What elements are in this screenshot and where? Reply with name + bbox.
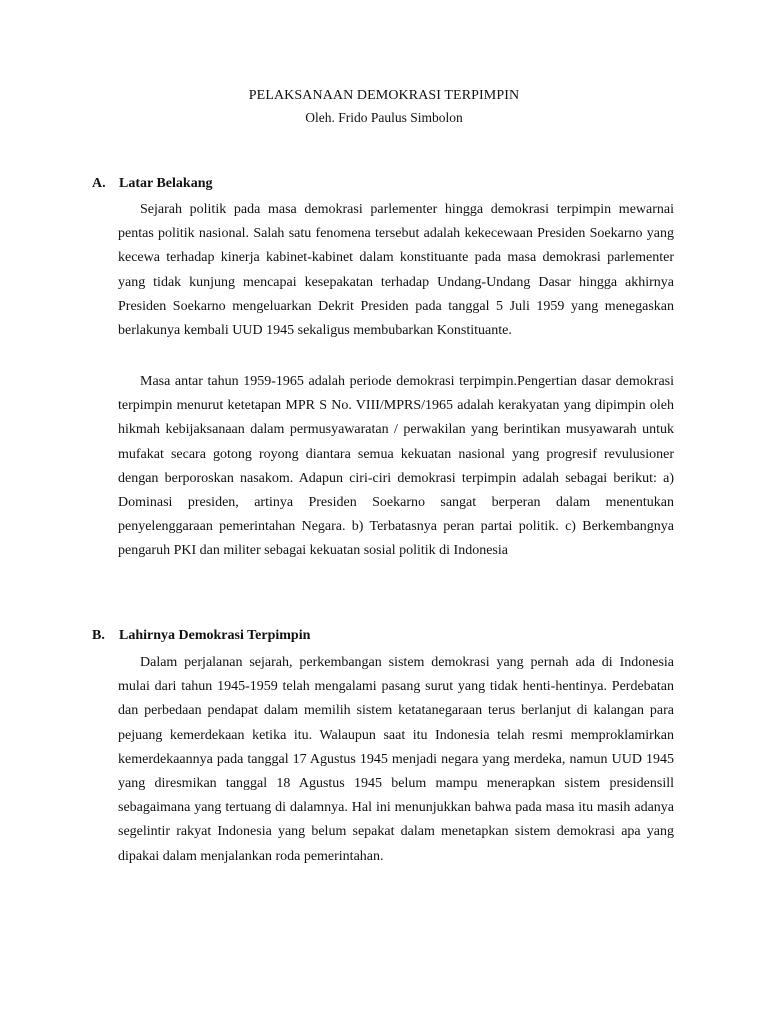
paragraph: Sejarah politik pada masa demokrasi parlementer hingga demokrasi terpimpin mewarnai pentas politik nasional. Salah satu fenomena tersebut adalah kekecewaan Presiden Soekarno yang kecewa terhadap kinerja kabinet-kabinet dalam konstituante pada masa demokrasi parlementer yang tidak kunjung mencapai kesepakatan terhadap Undang-Undang Dasar hingga akhirnya Presiden Soekarno mengeluarkan Dekrit Presiden pada tanggal 5 Juli 1959 yang menegaskan berlakunya kembali UUD 1945 sekaligus membubarkan Konstituante. <box>118 202 674 339</box>
section-letter: A. <box>92 176 106 191</box>
document-author: Oleh. Frido Paulus Simbolon <box>305 110 463 125</box>
section-title: Latar Belakang <box>119 176 213 191</box>
paragraph: Dalam perjalanan sejarah, perkembangan sistem demokrasi yang pernah ada di Indonesia mulai dari tahun 1945-1959 telah mengalami pasang surut yang tidak henti-hentinya. Perdebatan dan perbedaan pendapat dalam memilih sistem ketatanegaraan terus berlanjut di kalangan para pejuang kemerdekaan ketika itu. Walaupun saat itu Indonesia telah resmi memproklamirkan kemerdekaannya pada tanggal 17 Agustus 1945 menjadi negara yang merdeka, namun UUD 1945 yang diresmikan tanggal 18 Agustus 1945 belum mampu menerapkan sistem presidensill sebagaimana yang tertuang di dalamnya. Hal ini menunjukkan bahwa pada masa itu masih adanya segelintir rakyat Indonesia yang belum sepakat dalam menetapkan sistem demokrasi apa yang dipakai dalam menjalankan roda pemerintahan. <box>118 655 674 864</box>
section-title: Lahirnya Demokrasi Terpimpin <box>119 628 311 643</box>
section-letter: B. <box>92 628 105 643</box>
section-heading-a <box>92 176 212 192</box>
section-heading-b <box>92 628 310 644</box>
paragraph: Masa antar tahun 1959-1965 adalah periode demokrasi terpimpin.Pengertian dasar demokrasi terpimpin menurut ketetapan MPR S No. VIII/MPRS/1965 adalah kerakyatan yang dipimpin oleh hikmah kebijaksanaan dalam permusyawaratan / perwakilan yang berintikan musyawarah untuk mufakat secara gotong royong diantara semua kekuatan nasional yang progresif revulusioner dengan berporoskan nasakom. Adapun ciri-ciri demokrasi terpimpin adalah sebagai berikut: a) Dominasi presiden, artinya Presiden Soekarno sangat berperan dalam menentukan penyelenggaraan pemerintahan Negara. b) Terbatasnya peran partai politik. c) Berkembangnya pengaruh PKI dan militer sebagai kekuatan sosial politik di Indonesia <box>118 374 674 559</box>
document-title: PELAKSANAAN DEMOKRASI TERPIMPIN <box>248 88 520 103</box>
